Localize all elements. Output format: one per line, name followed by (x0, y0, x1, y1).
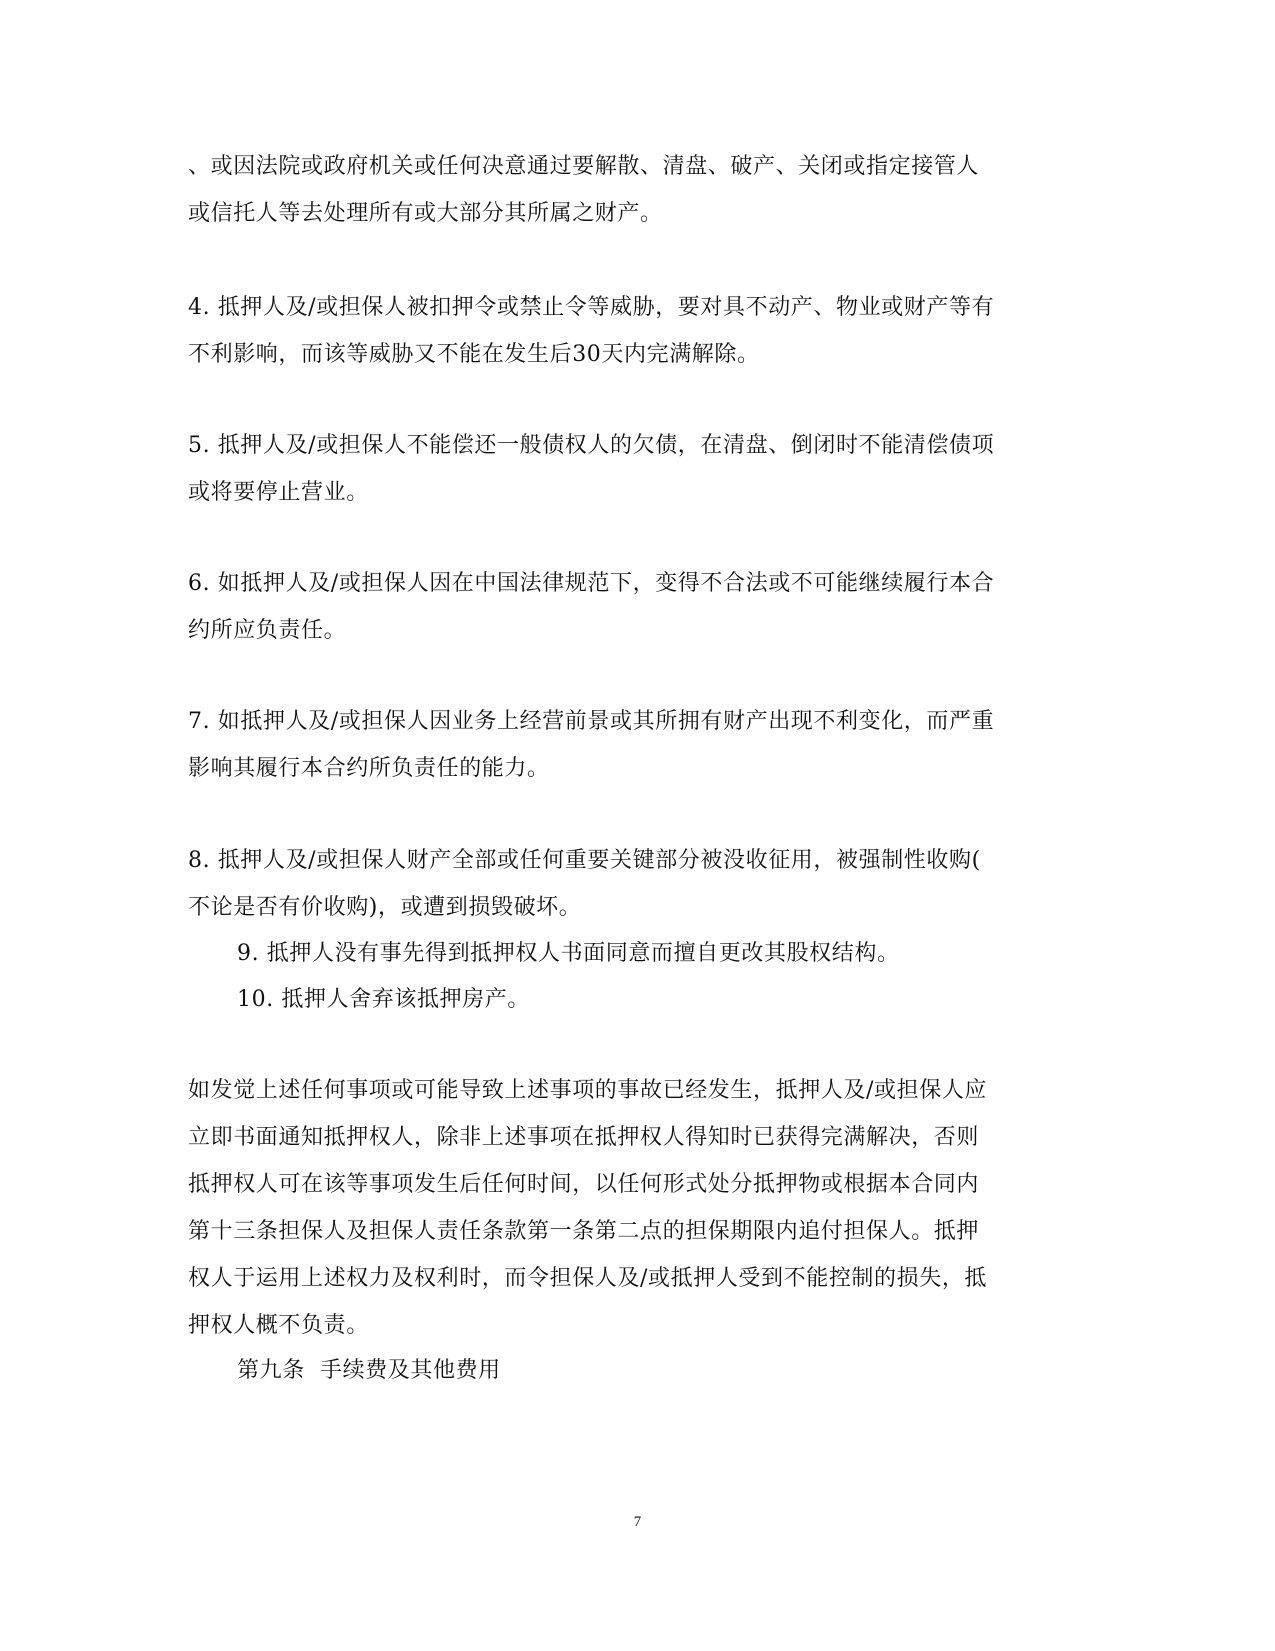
item-7-line-2: 影响其履行本合约所负责任的能力。 (188, 756, 550, 781)
paragraph-continuation-line-2: 或信托人等去处理所有或大部分其所属之财产。 (188, 201, 663, 226)
page-number: 7 (633, 1514, 642, 1530)
notice-paragraph-line-3: 抵押权人可在该等事项发生后任何时间，以任何形式处分抵押物或根据本合同内 (188, 1172, 980, 1197)
item-9: 9. 抵押人没有事先得到抵押权人书面同意而擅自更改其股权结构。 (237, 941, 900, 966)
item-7-line-1: 7. 如抵押人及/或担保人因业务上经营前景或其所拥有财产出现不利变化，而严重 (188, 709, 995, 734)
notice-paragraph-line-6: 押权人概不负责。 (188, 1313, 369, 1338)
notice-paragraph-line-1: 如发觉上述任何事项或可能导致上述事项的事故已经发生，抵押人及/或担保人应 (188, 1078, 988, 1103)
notice-paragraph-line-2: 立即书面通知抵押权人，除非上述事项在抵押权人得知时已获得完满解决，否则 (188, 1125, 980, 1150)
item-6-line-2: 约所应负责任。 (188, 618, 347, 643)
item-8-line-2: 不论是否有价收购)，或遭到损毁破坏。 (188, 895, 582, 920)
item-5-line-2: 或将要停止营业。 (188, 480, 369, 505)
item-10: 10. 抵押人舍弃该抵押房产。 (237, 987, 530, 1012)
item-8-line-1: 8. 抵押人及/或担保人财产全部或任何重要关键部分被没收征用，被强制性收购( (188, 848, 981, 873)
article-9-heading: 第九条 手续费及其他费用 (237, 1358, 501, 1383)
item-4-line-1: 4. 抵押人及/或担保人被扣押令或禁止令等威胁，要对具不动产、物业或财产等有 (188, 295, 995, 320)
notice-paragraph-line-4: 第十三条担保人及担保人责任条款第一条第二点的担保期限内追付担保人。抵押 (188, 1219, 980, 1244)
notice-paragraph-line-5: 权人于运用上述权力及权利时，而令担保人及/或抵押人受到不能控制的损失，抵 (188, 1266, 988, 1291)
item-5-line-1: 5. 抵押人及/或担保人不能偿还一般债权人的欠债，在清盘、倒闭时不能清偿债项 (188, 433, 995, 458)
paragraph-continuation-line-1: 、或因法院或政府机关或任何决意通过要解散、清盘、破产、关闭或指定接管人 (188, 154, 980, 179)
item-6-line-1: 6. 如抵押人及/或担保人因在中国法律规范下，变得不合法或不可能继续履行本合 (188, 571, 995, 596)
item-4-line-2: 不利影响，而该等威胁又不能在发生后30天内完满解除。 (188, 342, 760, 367)
